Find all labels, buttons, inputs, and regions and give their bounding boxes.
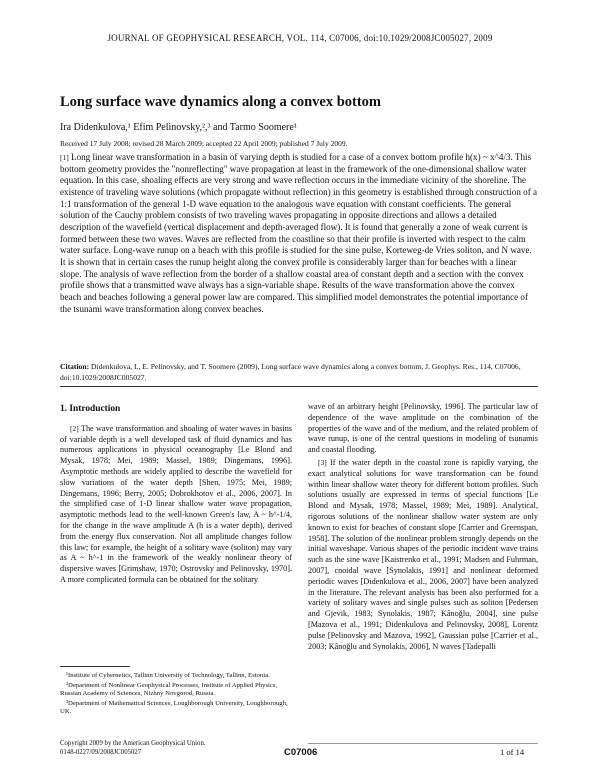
affiliation-footnotes <box>60 666 292 718</box>
right-column <box>308 402 538 652</box>
citation <box>60 362 538 383</box>
abstract <box>60 152 538 315</box>
paragraph-text: If the water depth in the coastal zone is rapidly varying, the exact analytical solutions for wave transformation can be found within linear shallow water theory for different bottom profiles. Such solutions usually are expressed in terms of special functions [Le Blond and Mysak, 1978; Massel, 1989; Mei, 1989]. Analytical, rigorous solutions of the nonlinear shallow water system are only known to exist for beaches of constant slope [Carrier and Greenspan, 1958]. The solution of the nonlinear problem strongly depends on the initial waveshape. Various shapes of the periodic incident wave trains such as the sine wave [Kaistrenko et al., 1991; Madsen and Fuhrman, 2007], cnoidal wave [Synolakis, 1991] and nonlinear deformed periodic waves [Didenkulova et al., 2006, 2007] have been analyzed in the literature. The relevant analysis has been also performed for a variety of solitary waves and single pulses such as soliton [Pedersen and Gjevik, 1983; Synolakis, 1987; Kânoğlu, 2004], sine pulse [Mazova et al., 1991; Didenkulova and Pelinovsky, 2008], Lorentz pulse [Pelinovsky and Mazova, 1992], Gaussian pulse [Carrier et al., 2003; Kânoğlu and Synolakis, 2006], N waves [Tadepalli <box>308 457 538 651</box>
paragraph-3 <box>308 458 538 652</box>
journal-header: JOURNAL OF GEOPHYSICAL RESEARCH, VOL. 114, C07006, doi:10.1029/2008JC005027, 2009 <box>107 33 493 43</box>
paragraph-text: The wave transformation and shoaling of water waves in basins of variable depth is a well developed task of fluid dynamics and has numerous applications in physical oceanography [Le Blond and Mysak, 1978; Mei, 1989; Massel, 1989; Dingemans, 1996]. Asymptotic methods are widely applied to describe the wavefield for slow variations of the water depth [Shen, 1975; Mei, 1989; Dingemans, 1996; Berry, 2005; Dobrokhotov et al., 2006, 2007]. In the simplified case of 1-D linear shallow water wave propagation, asymptotic methods lead to the well-known Green's law, A ~ h^-1/4, for the change in the wave amplitude A (h is a water depth), derived from the energy flux conservation. Not all amplitude changes follow this law; for example, the height of a solitary wave (soliton) may vary as A ~ h^-1 in the framework of the weakly nonlinear theory of dispersive waves [Grimshaw, 1970; Ostrovsky and Pelinovsky, 1970]. A more complicated formula can be obtained for the solitary <box>60 423 292 584</box>
section-heading-introduction: 1. Introduction <box>60 404 121 414</box>
copyright-line: Copyright 2009 by the American Geophysical Union. <box>60 740 206 747</box>
footnote-2: ²Department of Nonlinear Geophysical Processes, Institute of Applied Physics, Russian Academy of Sciences, Nizhny Novgorod, Russia. <box>60 681 278 698</box>
article-code-line: 0148-0227/09/2008JC005027 <box>60 748 142 756</box>
footnote-divider <box>60 666 130 667</box>
footnote-3: ³Department of Mathematical Sciences, Loughborough University, Loughborough, UK. <box>60 699 288 716</box>
left-column <box>60 401 292 586</box>
footnote-1: ¹Institute of Cybernetics, Tallinn University of Technology, Tallinn, Estonia. <box>66 672 270 679</box>
paragraph-2 <box>60 424 292 586</box>
page-id: C07006 <box>284 747 318 758</box>
paragraph-number: [3] <box>318 457 327 467</box>
author-list: Ira Didenkulova,¹ Efim Pelinovsky,²,³ and Tarmo Soomere¹ <box>60 122 297 133</box>
abstract-paragraph-number: [1] <box>60 153 69 162</box>
abstract-text: Long linear wave transformation in a basin of varying depth is studied for a case of a convex bottom profile h(x) ~ x^4/3. This bottom geometry provides the "nonreflecting" wave propagation at least in the framework of the one-dimensional shallow water equation. In this case, shoaling effects are very strong and wave reflection occurs in the immediate vicinity of the shoreline. The existence of traveling wave solutions (which propagate without reflection) in this geometry is established through construction of a 1:1 transformation of the general 1-D wave equation to the analogous wave equation with constant coefficients. The general solution of the Cauchy problem consists of two traveling waves propagating in opposite directions and allows a detailed description of the wavefield (vertical displacement and depth-averaged flow). It is found that generally a zone of weak current is formed between these two waves. Waves are reflected from the coastline so that their profile is inverted with respect to the calm water surface. Long-wave runup on a beach with this profile is studied for the sine pulse, Korteweg-de Vries soliton, and N wave. It is shown that in certain cases the runup height along the convex profile is considerably larger than for beaches with a linear slope. The analysis of wave reflection from the border of a shallow coastal area of constant depth and a section with the convex profile shows that a transmitted wave always has a sign-variable shape. Results of the wave transformation above the convex beach and beaches following a general power law are compared. This simplified model demonstrates the potential importance of the tsunami wave transformation along convex beaches. <box>60 152 538 314</box>
publication-dates: Received 17 July 2008; revised 28 March 2009; accepted 22 April 2009; published 7 July 2009. <box>60 139 348 148</box>
footer-divider <box>308 743 538 744</box>
page-count: 1 of 14 <box>500 747 525 757</box>
citation-text: Didenkulova, I., E. Pelinovsky, and T. Soomere (2009), Long surface wave dynamics along a convex bottom, J. Geophys. Res., 114, C07006, doi:10.1029/2008JC005027. <box>60 362 521 382</box>
paragraph-continuation: wave of an arbitrary height [Pelinovsky, 1996]. The particular law of dependence of the wave amplitude on the combination of the properties of the wave and of the medium, and the related problem of wave runup, is one of the central questions in modeling of tsunamis and coastal flooding. <box>308 402 538 455</box>
article-title: Long surface wave dynamics along a convex bottom <box>60 94 382 110</box>
citation-label: Citation: <box>60 362 90 371</box>
section-divider <box>60 386 538 387</box>
copyright-notice <box>60 740 292 757</box>
paragraph-number: [2] <box>70 423 79 433</box>
